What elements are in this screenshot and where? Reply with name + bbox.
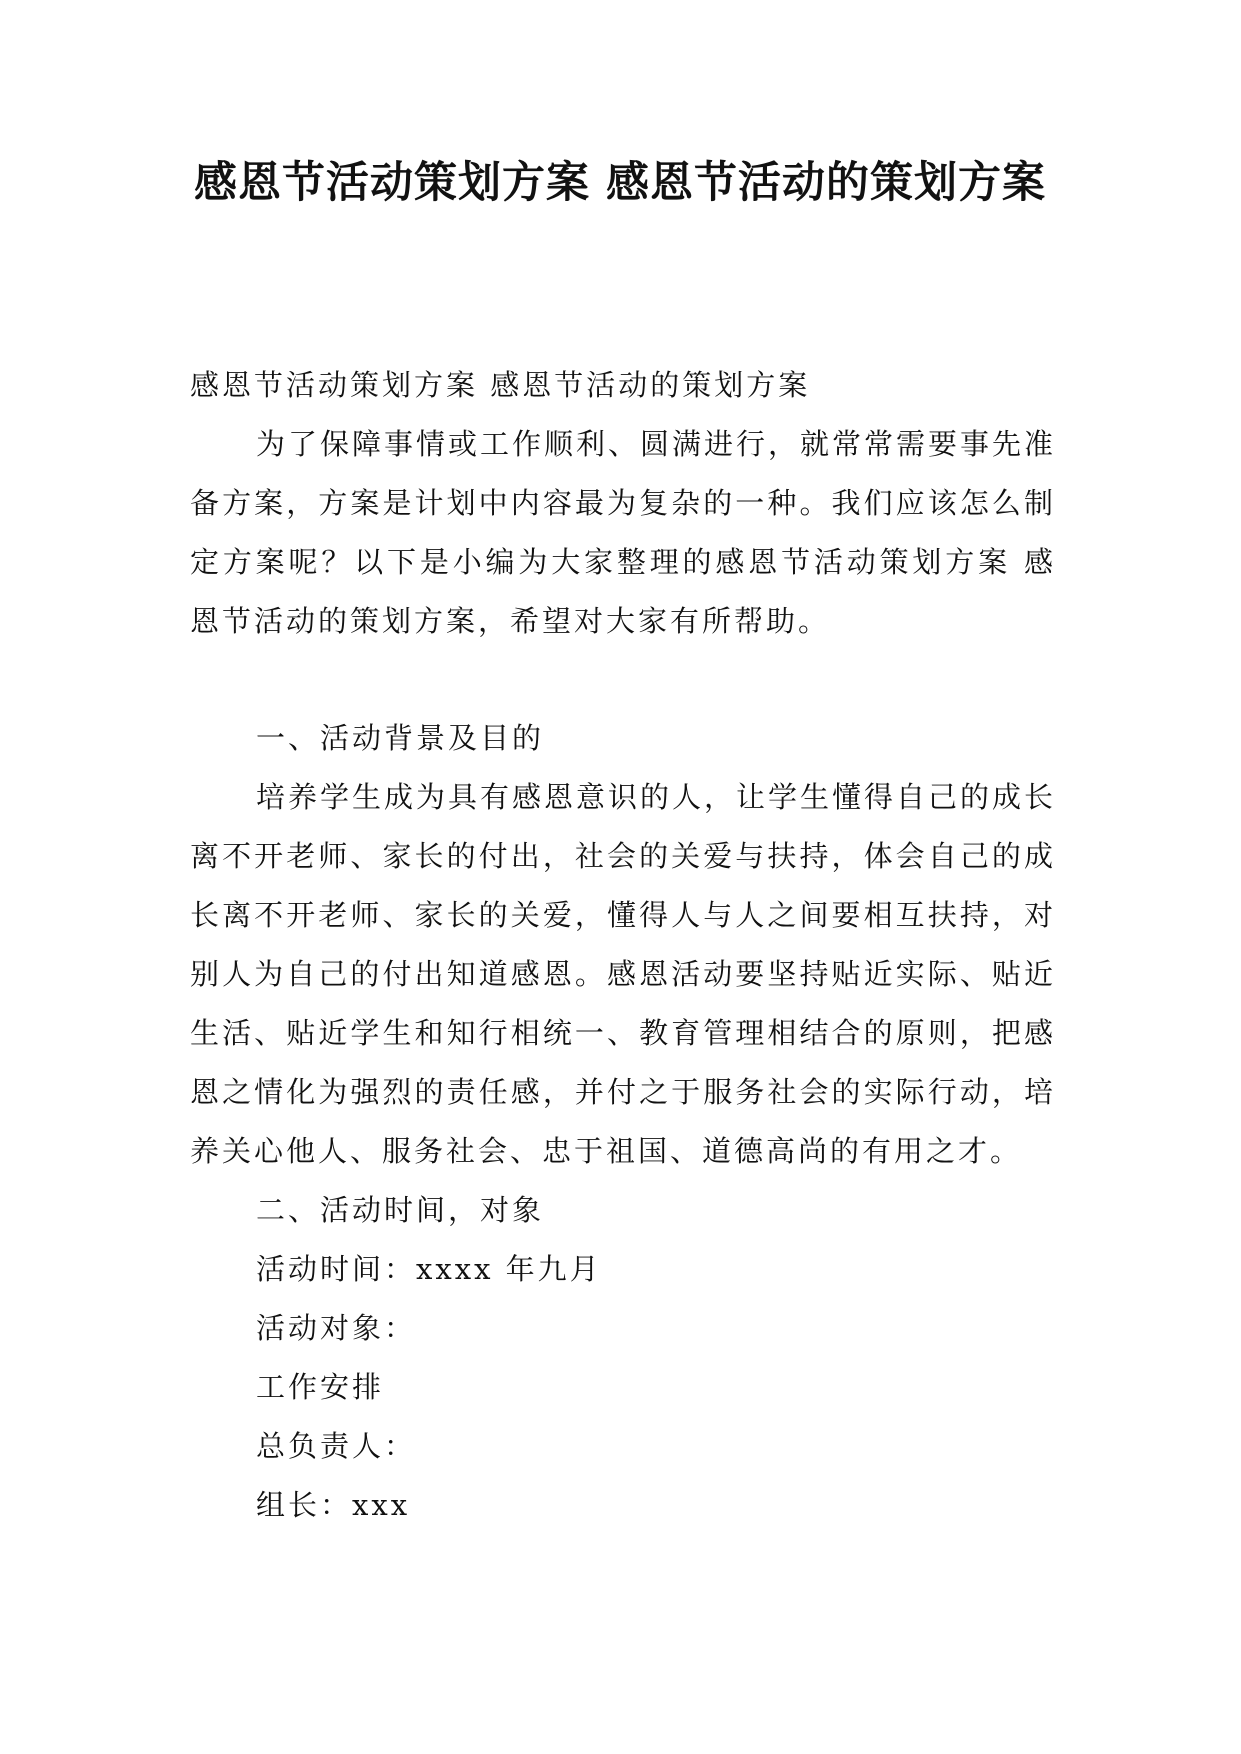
group-leader-line: 组长：xxx [256,1488,411,1522]
activity-time-line: 活动时间：xxxx 年九月 [256,1252,602,1286]
paragraph-gap [190,651,1056,709]
person-in-charge-line: 总负责人： [256,1429,417,1463]
section-body-background: 培养学生成为具有感恩意识的人，让学生懂得自己的成长离不开老师、家长的付出，社会的关爱与扶持，体会自己的成长离不开老师、家长的关爱，懂得人与人之间要相互扶持，对别人为自己的付出知道感恩。感恩活动要坚持贴近实际、贴近生活、贴近学生和知行相统一、教育管理相结合的原则，把感恩之情化为强烈的责任感，并付之于服务社会的实际行动，培养关心他人、服务社会、忠于祖国、道德高尚的有用之才。 [190,780,1057,1168]
work-arrangement-line: 工作安排 [256,1370,385,1404]
section-heading-background: 一、活动背景及目的 [256,721,545,755]
document-title: 感恩节活动策划方案 感恩节活动的策划方案 [194,158,1046,208]
document-body [190,356,1056,1535]
section-heading-time-target: 二、活动时间，对象 [256,1193,545,1227]
subtitle-line: 感恩节活动策划方案 感恩节活动的策划方案 [190,368,811,402]
intro-paragraph: 为了保障事情或工作顺利、圆满进行，就常常需要事先准备方案，方案是计划中内容最为复杂的一种。我们应该怎么制定方案呢？以下是小编为大家整理的感恩节活动策划方案 感恩节活动的策划方案，希望对大家有所帮助。 [190,427,1057,638]
activity-target-line: 活动对象： [256,1311,417,1345]
